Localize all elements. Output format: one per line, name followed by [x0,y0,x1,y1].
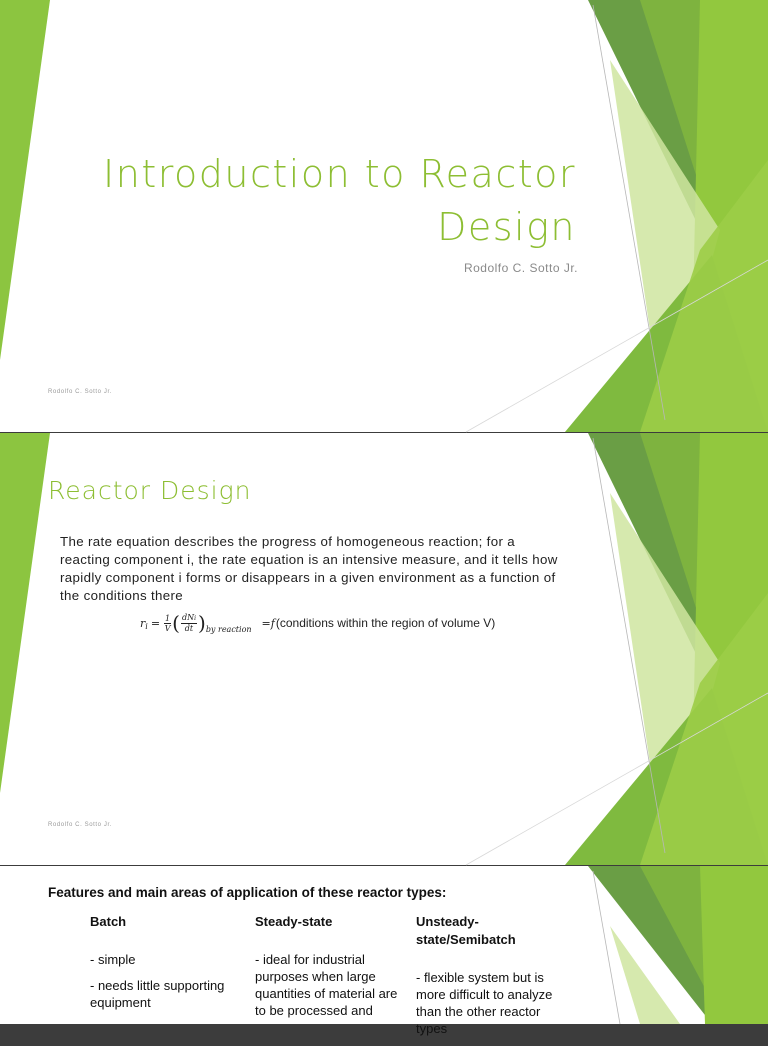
eq-paren-close: ) [198,611,206,635]
eq-frac-2-den: dt [184,624,194,633]
slide-reactor-types [0,866,768,1036]
eq-frac-1-den: V [164,623,171,633]
column-batch [90,913,242,1020]
slide-footer: Rodolfo C. Sotto Jr. [48,822,113,828]
eq-lhs: r [140,616,146,630]
column-header: Unsteady-state/Semibatch [416,914,516,947]
column-items [255,951,407,1019]
eq-frac-2-num [181,613,197,624]
eq-frac-1-num: 1 [165,613,171,623]
column-header: Steady-state [255,914,333,929]
eq-rhs-equals: = [261,616,271,630]
column-items [416,969,568,1037]
eq-frac-2 [181,613,197,633]
list-item: - flexible system but is more difficult to analyze than the other reactor types [416,970,553,1036]
slide-title-text [90,148,576,254]
column-header: Batch [90,914,127,929]
eq-lhs-sub: i [145,621,148,631]
eq-equals: = [150,616,161,630]
eq-subscript: by reaction [205,624,252,634]
title-line-2: Design [437,205,576,249]
slide-heading: Reactor Design [48,476,252,505]
eq-paren-open: ( [172,611,180,635]
slide-reactor-design [0,433,768,865]
eq-frac-1 [164,614,171,633]
list-item: - simple [90,952,136,967]
table-heading: Features and main areas of application of these reactor types: [48,885,447,900]
list-item: - ideal for industrial purposes when large quantities of material are to be processed and [255,952,398,1018]
list-item: - needs little supporting equipment [90,978,225,1010]
eq-frac-2-num-main: dN [181,613,195,622]
column-unsteady-state [416,913,568,1046]
slide-footer: Rodolfo C. Sotto Jr. [48,389,113,395]
eq-rhs-text: (conditions within the region of volume V) [275,616,496,630]
eq-frac-2-num-sub: i [194,615,196,622]
rate-equation [140,613,495,633]
slide-title [0,0,768,432]
title-line-1: Introduction to Reactor [103,152,576,196]
equation-math [140,613,252,633]
eq-rhs-f: f [270,616,275,630]
column-steady-state [255,913,407,1028]
column-items [90,951,242,1011]
body-paragraph: The rate equation describes the progress of homogeneous reaction; for a reacting component i, the rate equation is an intensive measure, and it tells how rapidly component i forms or disappears in a given environment as a function of the conditions there [60,534,558,603]
author-subtitle: Rodolfo C. Sotto Jr. [463,261,578,275]
